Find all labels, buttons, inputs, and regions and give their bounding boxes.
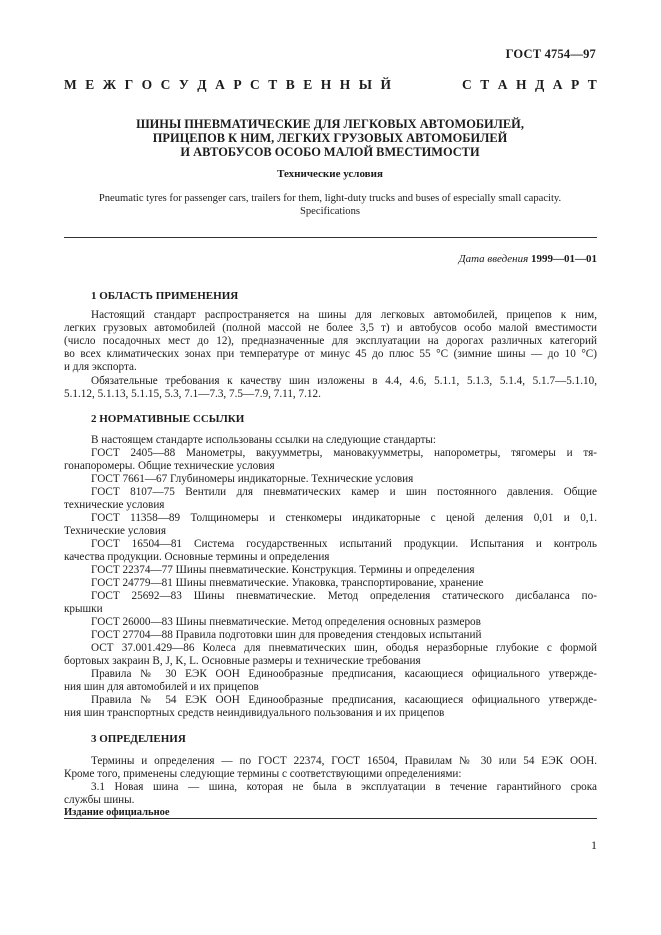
banner-letter: Е [303,77,313,92]
text-line: легких грузовых автомобилей (полной массой не более 3,5 т) и автобусов особо малой вместимости [64,322,597,334]
banner-letter: О [141,77,153,92]
text-line: ГОСТ 22374—77 Шины пневматические. Конструкция. Термины и определения [91,564,475,576]
effective-date-value: 1999—01—01 [531,253,597,265]
banner-letter: А [497,77,508,92]
text-line: Термины и определения — по ГОСТ 22374, ГОСТ 16504, Правилам № 30 или 54 ЕЭК ООН. [91,755,597,767]
text-line: 5.1.12, 5.1.13, 5.1.15, 5.3, 7.1—7.3, 7.5—7.9, 7.11, 7.12. [64,388,321,400]
banner-letter: У [178,77,189,92]
english-title-line: Pneumatic tyres for passenger cars, trailers for them, light-duty trucks and buses of especially small capacity. [98,193,562,204]
text-line: (число посадочных мест до 12), предназначенные для эксплуатации на дорогах различных категорий [64,335,597,347]
banner-letter: Т [587,77,597,92]
header-divider [64,237,597,238]
text-line: В настоящем стандарте использованы ссылки на следующие стандарты: [91,434,436,446]
gost-code: ГОСТ 4754—97 [505,47,596,61]
text-line: ния шин для автомобилей и их прицепов [64,681,259,693]
banner-letter: Е [85,77,95,92]
text-line: ГОСТ 11358—89 Толщиномеры и стенкомеры индикаторные с ценой деления 0,01 и 0,1. [91,512,597,524]
text-line: крышки [64,603,103,615]
section-heading-scope: 1 ОБЛАСТЬ ПРИМЕНЕНИЯ [91,290,239,302]
title-line: ПРИЦЕПОВ К НИМ, ЛЕГКИХ ГРУЗОВЫХ АВТОМОБИЛЕЙ [152,131,508,145]
banner-letter: Г [124,77,134,92]
footer-divider [64,818,597,819]
interstate-standard-banner [64,76,597,94]
text-line: службы шины. [64,794,135,806]
banner-letter: Т [268,77,278,92]
effective-date-label: Дата введения [458,253,531,265]
text-line: и для экспорта. [64,361,137,373]
banner-letter: С [462,77,472,92]
text-line: Настоящий стандарт распространяется на шины для легковых автомобилей, прицепов к ним, [91,309,597,321]
text-line: ГОСТ 27704—88 Правила подготовки шин для проведения стендовых испытаний [91,629,482,641]
text-line: бортовых закраин B, J, K, L. Основные размеры и технические требования [64,655,421,667]
text-line: ГОСТ 2405—88 Манометры, вакуумметры, мановакуумметры, напорометры, тягомеры и тя- [91,447,597,459]
page-number: 1 [591,838,597,852]
document-title [50,117,610,159]
text-line: Кроме того, применены следующие термины с соответствующими определениями: [64,768,462,780]
banner-letter: Н [339,77,351,92]
text-line: Правила № 54 ЕЭК ООН Единообразные предписания, касающиеся официального утвержде- [91,694,597,706]
text-line: ГОСТ 25692—83 Шины пневматические. Метод определения статического дисбаланса по- [91,590,597,602]
banner-letter: Д [197,77,207,92]
effective-date [459,253,597,265]
text-line: гонапоромеры. Общие технические условия [64,460,275,472]
text-line: Обязательные требования к качеству шин изложены в 4.4, 4.6, 5.1.1, 5.1.3, 5.1.4, 5.1.7—5.1.10, [91,375,597,387]
edition-note: Издание официальное [64,807,170,818]
banner-letter: Ы [358,77,373,92]
banner-letter: Д [534,77,545,92]
banner-letter: Н [515,77,527,92]
banner-letter: С [250,77,260,92]
text-line: ГОСТ 24779—81 Шины пневматические. Упаковка, транспортирование, хранение [91,577,484,589]
banner-letter: М [64,77,77,92]
text-line: 3.1 Новая шина — шина, которая не была в эксплуатации в течение гарантийного срока [91,781,597,793]
text-line: Технические условия [64,525,166,537]
banner-letter: Т [480,77,490,92]
title-line: ШИНЫ ПНЕВМАТИЧЕСКИЕ ДЛЯ ЛЕГКОВЫХ АВТОМОБИЛЕЙ, [136,117,524,131]
banner-letter: Ж [102,77,117,92]
banner-letter: Й [380,77,392,92]
text-line: качества продукции. Основные термины и определения [64,551,330,563]
text-line: ГОСТ 26000—83 Шины пневматические. Метод определения основных размеров [91,616,481,628]
english-title-line: Specifications [299,206,360,217]
banner-letter: Р [571,77,580,92]
banner-letter: С [160,77,171,92]
banner-letter: В [285,77,295,92]
text-line: во всех климатических зонах при температуре от минус 45 до плюс 55 °С (зимние шины — до 10 °С) [64,348,597,360]
title-line: И АВТОБУСОВ ОСОБО МАЛОЙ ВМЕСТИМОСТИ [180,145,480,159]
banner-letter: Н [320,77,332,92]
text-line: ОСТ 37.001.429—86 Колеса для пневматических шин, ободья неразборные глубокие с формой [91,642,597,654]
text-line: Правила № 30 ЕЭК ООН Единообразные предписания, касающиеся официального утвержде- [91,668,597,680]
banner-letter: Р [233,77,242,92]
banner-letter: А [215,77,225,92]
english-title [50,192,610,218]
text-line: ГОСТ 16504—81 Система государственных испытаний продукции. Испытания и контроль [91,538,597,550]
section-heading-definitions: 3 ОПРЕДЕЛЕНИЯ [91,733,186,745]
text-line: технические условия [64,499,165,511]
banner-letter: А [552,77,563,92]
text-line: ГОСТ 7661—67 Глубиномеры индикаторные. Технические условия [91,473,414,485]
document-subtitle: Технические условия [277,168,383,180]
text-line: ГОСТ 8107—75 Вентили для пневматических камер и шин постоянного давления. Общие [91,486,597,498]
section-heading-references: 2 НОРМАТИВНЫЕ ССЫЛКИ [91,413,245,425]
text-line: ния шин транспортных средств неиндивидуального пользования и их прицепов [64,707,445,719]
